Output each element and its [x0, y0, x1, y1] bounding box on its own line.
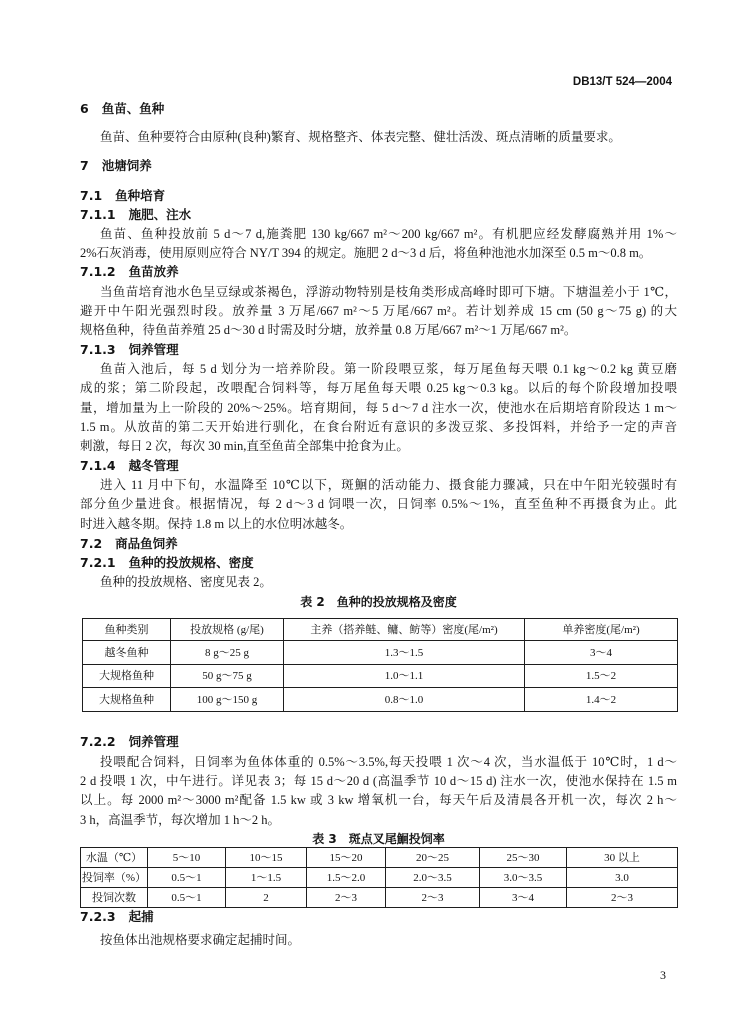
table-cell: 3.0～3.5	[480, 868, 567, 888]
table-cell: 50 g～75 g	[171, 665, 284, 688]
table-cell: 投饲率（%）	[81, 868, 148, 888]
table-cell: 0.8～1.0	[284, 688, 525, 712]
table-header-cell: 水温（℃）	[81, 848, 148, 868]
heading-number: 7.1.1	[80, 207, 116, 222]
table-cell: 投饲次数	[81, 888, 148, 908]
heading-7-1	[80, 187, 165, 205]
table-cell: 1～1.5	[226, 868, 307, 888]
heading-title: 鱼苗、鱼种	[101, 101, 165, 116]
heading-7-1-4	[80, 457, 179, 475]
table-2-caption	[80, 593, 677, 611]
table-row	[83, 688, 678, 712]
heading-number: 7.2.3	[80, 909, 116, 924]
table-cell: 1.5～2.0	[307, 868, 386, 888]
table-header-row	[83, 619, 678, 641]
heading-number: 7.2.1	[80, 555, 116, 570]
table-header-cell: 5～10	[148, 848, 226, 868]
heading-title: 池塘饲养	[101, 158, 152, 173]
table-3	[80, 847, 678, 908]
heading-title: 鱼苗放养	[128, 264, 179, 279]
paragraph-line: 时进入越冬期。保持 1.8 m 以上的水位明冰越冬。	[80, 517, 353, 531]
paragraph-line: 2 d 投喂 1 次，中午进行。详见表 3；每 15 d～20 d (高温季节 10 d～15 d) 注水一次，使池水保持在 1.5 m	[80, 774, 677, 788]
paragraph-line: 避开中午阳光强烈时段。放养量 3 万尾/667 m²～5 万尾/667 m²。若计划养成 15 cm (50 g～75 g) 的大	[80, 304, 677, 318]
heading-title: 鱼种的投放规格、密度	[128, 555, 254, 570]
heading-number: 7	[80, 158, 89, 173]
table-header-cell: 投放规格 (g/尾)	[171, 619, 284, 641]
heading-number: 7.2.2	[80, 734, 116, 749]
heading-title: 越冬管理	[128, 458, 179, 473]
heading-7-1-1	[80, 206, 191, 224]
table-cell: 0.5～1	[148, 868, 226, 888]
table-cell: 2	[226, 888, 307, 908]
paragraph-line: 规格鱼种，待鱼苗养殖 25 d～30 d 时需及时分塘，放养量 0.8 万尾/667 m²～1 万尾/667 m²。	[80, 323, 577, 337]
paragraph-line: 2%石灰消毒，使用原则应符合 NY/T 394 的规定。施肥 2 d～3 d 后，将鱼种池池水加深至 0.5 m～0.8 m。	[80, 246, 652, 260]
table-cell: 2～3	[307, 888, 386, 908]
heading-7-1-3	[80, 341, 179, 359]
heading-number: 7.1.3	[80, 342, 116, 357]
heading-title: 商品鱼饲养	[115, 536, 178, 551]
table-row	[83, 665, 678, 688]
heading-number: 6	[80, 101, 89, 116]
heading-title: 起捕	[128, 909, 154, 924]
heading-title: 饲养管理	[128, 342, 179, 357]
paragraph-line: 鱼种的投放规格、密度见表 2。	[100, 575, 272, 589]
table-cell: 1.0～1.1	[284, 665, 525, 688]
heading-7-1-2	[80, 263, 179, 281]
table-cell: 大规格鱼种	[83, 688, 171, 712]
paragraph-line: 鱼苗、鱼种投放前 5 d～7 d,施粪肥 130 kg/667 m²～200 kg/667 m²。有机肥应经发酵腐熟并用 1%～	[100, 227, 677, 241]
table-cell: 8 g～25 g	[171, 641, 284, 665]
caption-number: 表 2	[300, 595, 325, 609]
paragraph-line: 投喂配合饲料，日饲率为鱼体体重的 0.5%～3.5%,每天投喂 1 次～4 次，当水温低于 10℃时，1 d～	[100, 755, 677, 769]
paragraph-line: 以上。每 2000 m²～3000 m²配备 1.5 kw 或 3 kw 增氧机一台，每天午后及清晨各开机一次，每次 2 h～	[80, 793, 677, 807]
table-cell: 3～4	[525, 641, 678, 665]
table-3-caption	[80, 830, 677, 848]
paragraph-line: 1.5 m。从放苗的第二天开始进行驯化，在食台附近有意识的多泼豆浆、多投饵料，并给予一定的声音	[80, 420, 677, 434]
table-header-cell: 10～15	[226, 848, 307, 868]
heading-title: 鱼种培育	[115, 188, 166, 203]
table-cell: 100 g～150 g	[171, 688, 284, 712]
paragraph-line: 当鱼苗培育池水色呈豆绿或茶褐色，浮游动物特别是枝角类形成高峰时即可下塘。下塘温差小于 1℃，	[100, 285, 677, 299]
caption-title: 斑点叉尾鮰投饲率	[348, 832, 445, 846]
heading-7-2-2	[80, 733, 179, 751]
paragraph-line: 按鱼体出池规格要求确定起捕时间。	[100, 933, 301, 947]
table-row	[83, 641, 678, 665]
heading-6	[80, 100, 164, 118]
heading-number: 7.2	[80, 536, 103, 551]
table-header-row	[81, 848, 678, 868]
table-cell: 大规格鱼种	[83, 665, 171, 688]
table-cell: 3.0	[567, 868, 678, 888]
caption-title: 鱼种的投放规格及密度	[336, 595, 457, 609]
table-cell: 1.4～2	[525, 688, 678, 712]
caption-number: 表 3	[312, 832, 337, 846]
heading-title: 施肥、注水	[128, 207, 192, 222]
paragraph-line: 刺激，每日 2 次，每次 30 min,直至鱼苗全部集中抢食为止。	[80, 439, 409, 453]
table-header-cell: 15～20	[307, 848, 386, 868]
table-header-cell: 30 以上	[567, 848, 678, 868]
table-header-cell: 鱼种类别	[83, 619, 171, 641]
heading-7-2	[80, 535, 178, 553]
table-header-cell: 25～30	[480, 848, 567, 868]
paragraph-line: 进入 11 月中下旬，水温降至 10℃以下，斑鮰的活动能力、摄食能力骤减，只在中午阳光较强时有	[100, 478, 677, 492]
table-cell: 3～4	[480, 888, 567, 908]
table-cell: 2～3	[567, 888, 678, 908]
heading-7	[80, 157, 152, 175]
heading-number: 7.1.4	[80, 458, 116, 473]
table-cell: 2～3	[386, 888, 480, 908]
paragraph-line: 成的浆；第二阶段起，改喂配合饲料等，每万尾鱼每天喂 0.25 kg～0.3 kg。以后的每个阶段增加投喂	[80, 381, 677, 395]
table-row	[81, 868, 678, 888]
standard-code: DB13/T 524—2004	[572, 76, 672, 88]
heading-number: 7.1.2	[80, 264, 116, 279]
paragraph-line: 部分鱼少量进食。根据情况，每 2 d～3 d 饲喂一次，日饲率 0.5%～1%，直至鱼种不再摄食为止。此	[80, 497, 677, 511]
heading-number: 7.1	[80, 188, 103, 203]
paragraph-line: 量，增加量为上一阶段的 20%～25%。培育期间，每 5 d～7 d 注水一次，使池水在后期培育阶段达 1 m～	[80, 401, 677, 415]
table-cell: 1.5～2	[525, 665, 678, 688]
table-cell: 越冬鱼种	[83, 641, 171, 665]
paragraph-line: 3 h，高温季节，每次增加 1 h～2 h。	[80, 813, 281, 827]
table-header-cell: 20～25	[386, 848, 480, 868]
heading-7-2-1	[80, 554, 254, 572]
table-row	[81, 888, 678, 908]
table-header-cell: 单养密度(尾/m²)	[525, 619, 678, 641]
table-cell: 1.3～1.5	[284, 641, 525, 665]
table-2	[82, 618, 678, 712]
paragraph-line: 鱼苗、鱼种要符合由原种(良种)繁育、规格整齐、体表完整、健壮活泼、斑点清晰的质量要求。	[100, 130, 621, 144]
page-number: 3	[660, 968, 666, 982]
heading-7-2-3	[80, 908, 154, 926]
table-cell: 2.0～3.5	[386, 868, 480, 888]
heading-title: 饲养管理	[128, 734, 179, 749]
table-cell: 0.5～1	[148, 888, 226, 908]
paragraph-line: 鱼苗入池后，每 5 d 划分为一培养阶段。第一阶段喂豆浆，每万尾鱼每天喂 0.1 kg～0.2 kg 黄豆磨	[100, 362, 677, 376]
table-header-cell: 主养（搭养鲢、鳙、鲂等）密度(尾/m²)	[284, 619, 525, 641]
